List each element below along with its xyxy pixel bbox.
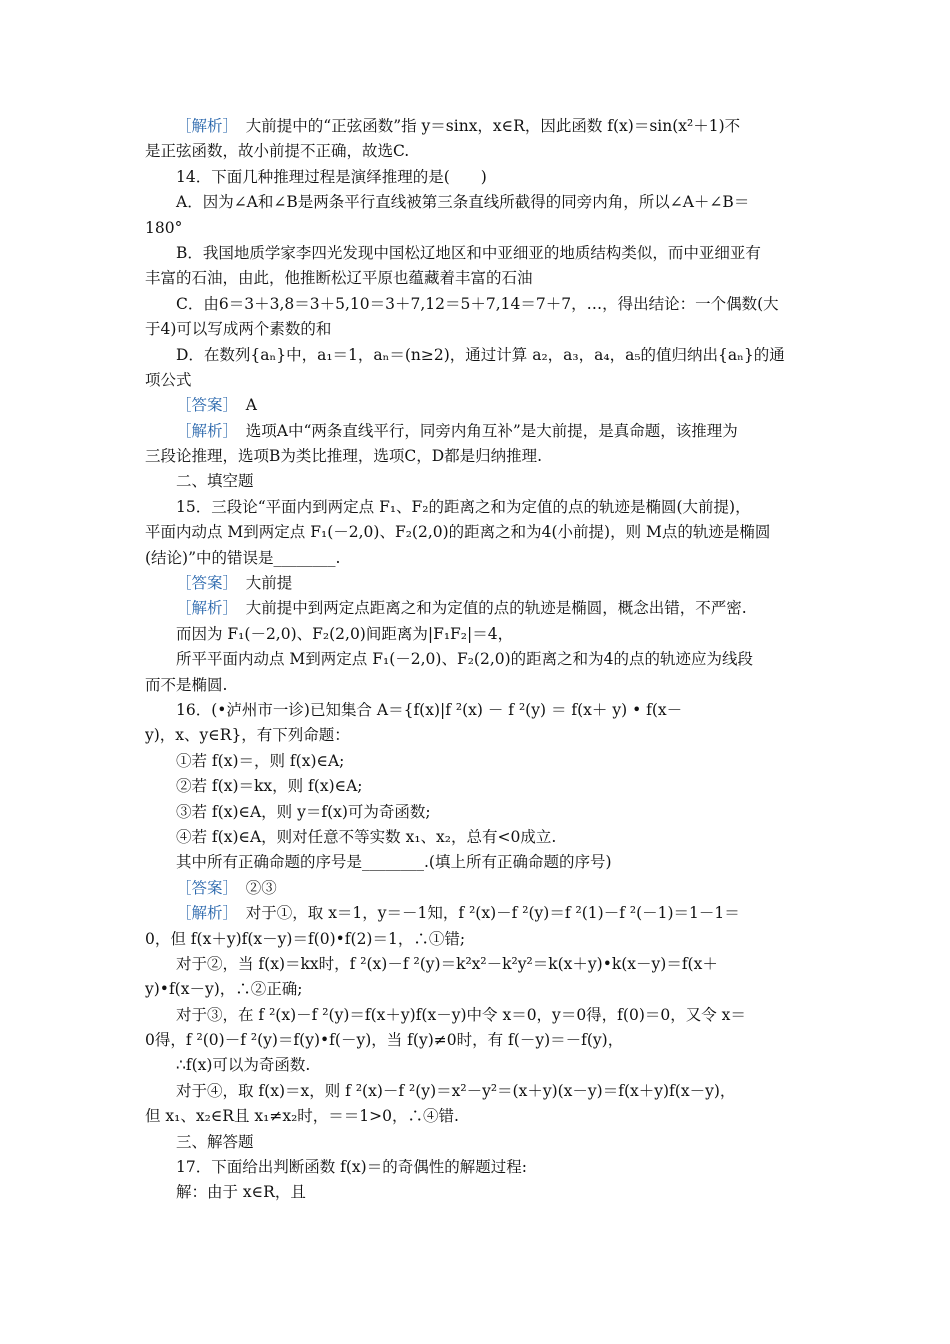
text-line xyxy=(145,469,807,494)
line-text: 大前提中到两定点距离之和为定值的点的轨迹是椭圆，概念出错，不严密. xyxy=(230,599,747,618)
line-text: 丰富的石油，由此，他推断松辽平原也蕴藏着丰富的石油 xyxy=(145,269,533,288)
section-tag: ［答案］ xyxy=(176,878,231,897)
text-line xyxy=(145,165,807,190)
text-line xyxy=(145,647,807,672)
line-text: 解：由于 x∈R，且 xyxy=(176,1183,306,1202)
section-tag: ［答案］ xyxy=(176,396,231,415)
line-text: ∴f(x)可以为奇函数. xyxy=(176,1056,311,1075)
text-line xyxy=(145,1028,807,1053)
text-line xyxy=(145,901,807,926)
text-line xyxy=(145,571,807,596)
text-line xyxy=(145,1130,807,1155)
line-text: 选项A中“两条直线平行，同旁内角互补”是大前提，是真命题，该推理为 xyxy=(230,421,738,440)
line-text: 平面内动点 M到两定点 F₁(－2,0)、F₂(2,0)的距离之和为4(小前提)，则 M点的轨迹是椭圆 xyxy=(145,523,771,542)
text-line xyxy=(145,876,807,901)
line-text: 是正弦函数，故小前提不正确，故选C. xyxy=(145,142,410,161)
text-line xyxy=(145,292,807,317)
line-text: 15．三段论“平面内到两定点 F₁、F₂的距离之和为定值的点的轨迹是椭圆(大前提)， xyxy=(176,497,751,516)
line-text: 180° xyxy=(145,218,183,237)
text-line xyxy=(145,266,807,291)
line-text: (结论)”中的错误是________. xyxy=(145,548,341,567)
text-line xyxy=(145,850,807,875)
text-line xyxy=(145,1104,807,1129)
line-text: 所平平面内动点 M到两定点 F₁(－2,0)、F₂(2,0)的距离之和为4的点的轨迹应为线段 xyxy=(176,650,754,669)
text-line xyxy=(145,520,807,545)
text-line xyxy=(145,749,807,774)
text-line xyxy=(145,622,807,647)
text-line xyxy=(145,1053,807,1078)
line-text: 三、解答题 xyxy=(176,1132,254,1151)
text-line xyxy=(145,774,807,799)
line-text: 16．(•泸州市一诊)已知集合 A＝{f(x)|f ²(x) － f ²(y) ＝ f(x＋ y) • f(x－ xyxy=(176,700,683,719)
line-text: D．在数列{aₙ}中，a₁＝1，aₙ＝(n≥2)，通过计算 a₂，a₃，a₄，a₅的值归纳出{aₙ}的通 xyxy=(176,345,785,364)
line-text: ③若 f(x)∈A，则 y＝f(x)可为奇函数; xyxy=(176,802,431,821)
line-text: 其中所有正确命题的序号是________.(填上所有正确命题的序号) xyxy=(176,853,612,872)
text-line xyxy=(145,825,807,850)
line-text: 17．下面给出判断函数 f(x)＝的奇偶性的解题过程: xyxy=(176,1158,527,1177)
line-text: 于4)可以写成两个素数的和 xyxy=(145,320,332,339)
section-tag: ［解析］ xyxy=(176,421,231,440)
line-text: 对于①，取 x＝1，y＝－1知，f ²(x)－f ²(y)＝f ²(1)－f ²(－1)＝1－1＝ xyxy=(230,904,740,923)
text-line xyxy=(145,317,807,342)
text-line xyxy=(145,419,807,444)
line-text: 但 x₁、x₂∈R且 x₁≠x₂时，＝＝1>0，∴④错. xyxy=(145,1107,459,1126)
line-text: A xyxy=(230,396,257,415)
text-line xyxy=(145,927,807,952)
text-line xyxy=(145,241,807,266)
text-line xyxy=(145,114,807,139)
section-tag: ［解析］ xyxy=(176,599,231,618)
text-line xyxy=(145,673,807,698)
section-tag: ［答案］ xyxy=(176,574,231,593)
text-line xyxy=(145,1079,807,1104)
line-text: 二、填空题 xyxy=(176,472,254,491)
line-text: 14．下面几种推理过程是演绎推理的是( ) xyxy=(176,167,487,186)
text-line xyxy=(145,393,807,418)
line-text: C．由6＝3＋3,8＝3＋5,10＝3＋7,12＝5＋7,14＝7＋7，…，得出结论：一个偶数(大 xyxy=(176,294,779,313)
line-text: 0，但 f(x＋y)f(x－y)＝f(0)•f(2)＝1，∴①错; xyxy=(145,929,466,948)
text-line xyxy=(145,952,807,977)
text-line xyxy=(145,343,807,368)
line-text: ①若 f(x)＝，则 f(x)∈A; xyxy=(176,751,345,770)
text-line xyxy=(145,977,807,1002)
text-line xyxy=(145,444,807,469)
text-line xyxy=(145,139,807,164)
line-text: B．我国地质学家李四光发现中国松辽地区和中亚细亚的地质结构类似，而中亚细亚有 xyxy=(176,243,761,262)
line-text: 对于④，取 f(x)＝x，则 f ²(x)－f ²(y)＝x²－y²＝(x＋y)(x－y)＝f(x＋y)f(x－y)， xyxy=(176,1081,736,1100)
line-text: 而不是椭圆. xyxy=(145,675,228,694)
line-text: y)•f(x－y)，∴②正确; xyxy=(145,980,303,999)
text-line xyxy=(145,190,807,215)
line-text: y)，x、y∈R}，有下列命题： xyxy=(145,726,350,745)
text-line xyxy=(145,495,807,520)
line-text: 对于②，当 f(x)＝kx时，f ²(x)－f ²(y)＝k²x²－k²y²＝k(x＋y)•k(x－y)＝f(x＋ xyxy=(176,954,718,973)
text-line xyxy=(145,216,807,241)
line-text: 大前提 xyxy=(230,574,293,593)
text-line xyxy=(145,800,807,825)
text-line xyxy=(145,1155,807,1180)
line-text: 项公式 xyxy=(145,370,192,389)
text-line xyxy=(145,698,807,723)
line-text: ②若 f(x)＝kx，则 f(x)∈A; xyxy=(176,777,363,796)
line-text: 大前提中的“正弦函数”指 y＝sinx，x∈R，因此函数 f(x)＝sin(x²＋1)不 xyxy=(230,117,741,135)
document-page xyxy=(145,114,807,1206)
line-text: ②③ xyxy=(230,878,277,897)
line-text: 三段论推理，选项B为类比推理，选项C，D都是归纳推理. xyxy=(145,447,543,466)
line-text: A．因为∠A和∠B是两条平行直线被第三条直线所截得的同旁内角，所以∠A＋∠B＝ xyxy=(176,193,750,212)
line-text: ④若 f(x)∈A，则对任意不等实数 x₁、x₂，总有<0成立. xyxy=(176,827,557,846)
line-text: 而因为 F₁(－2,0)、F₂(2,0)间距离为|F₁F₂|＝4， xyxy=(176,624,514,643)
text-line xyxy=(145,546,807,571)
line-text: 0得，f ²(0)－f ²(y)＝f(y)•f(－y)，当 f(y)≠0时，有 f(－y)＝－f(y)， xyxy=(145,1031,624,1050)
text-line xyxy=(145,1180,807,1205)
section-tag: ［解析］ xyxy=(176,904,231,923)
line-text: 对于③，在 f ²(x)－f ²(y)＝f(x＋y)f(x－y)中令 x＝0，y＝0得，f(0)＝0，又令 x＝ xyxy=(176,1005,746,1024)
text-line xyxy=(145,723,807,748)
text-line xyxy=(145,596,807,621)
text-line xyxy=(145,368,807,393)
text-line xyxy=(145,1003,807,1028)
section-tag: ［解析］ xyxy=(176,117,231,135)
